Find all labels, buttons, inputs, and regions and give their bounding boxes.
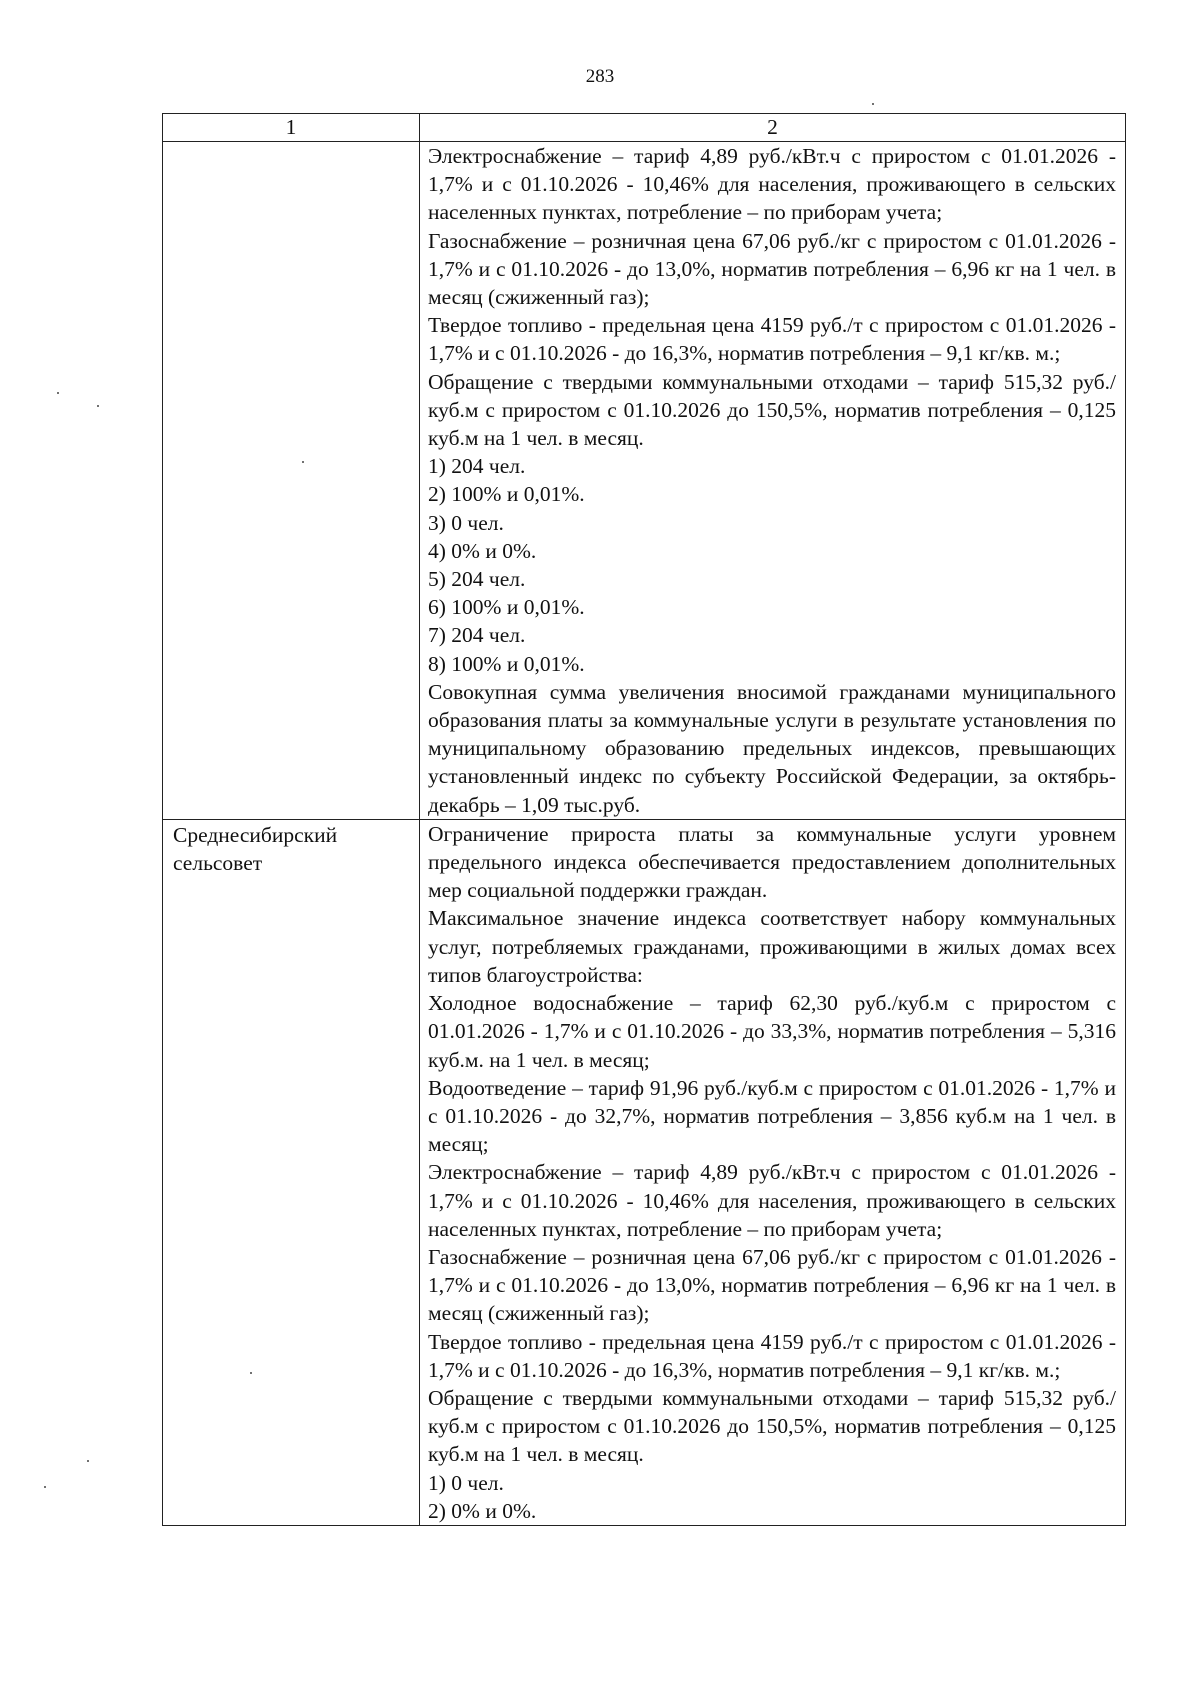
table-header-row — [163, 114, 1126, 142]
tariff-paragraph: Твердое топливо - предельная цена 4159 руб./т с приростом с 01.01.2026 - 1,7% и с 01.10.2026 - до 16,3%, норматив потребления – 9,1 кг/кв. м.; — [428, 1329, 1116, 1382]
scan-speck — [97, 405, 99, 407]
scan-speck — [872, 103, 874, 105]
tariff-paragraph: Водоотведение – тариф 91,96 руб./куб.м с приростом с 01.01.2026 - 1,7% и с 01.10.2026 - до 32,7%, норматив потребления – 3,856 куб.м на 1 чел. в месяц; — [428, 1075, 1116, 1157]
scan-speck — [250, 1372, 252, 1374]
list-item: 1) 204 чел. — [428, 454, 526, 479]
tariff-paragraph: Газоснабжение – розничная цена 67,06 руб./кг с приростом с 01.01.2026 - 1,7% и с 01.10.2026 - до 13,0%, норматив потребления – 6,96 кг на 1 чел. в месяц (сжиженный газ); — [428, 228, 1116, 310]
total-increase-paragraph: Совокупная сумма увеличения вносимой гражданами муниципального образования платы за коммунальные услуги в результате установления по муниципальному образованию предельных индексов, превышающих установленный индекс по субъекту Российской Федерации, за октябрь-декабрь – 1,09 тыс.руб. — [428, 679, 1116, 817]
scan-speck — [87, 1460, 89, 1462]
tariff-description-cell — [420, 142, 1126, 820]
tariff-paragraph: Газоснабжение – розничная цена 67,06 руб./кг с приростом с 01.01.2026 - 1,7% и с 01.10.2026 - до 13,0%, норматив потребления – 6,96 кг на 1 чел. в месяц (сжиженный газ); — [428, 1244, 1116, 1326]
table-row — [163, 819, 1126, 1525]
list-item: 6) 100% и 0,01%. — [428, 595, 585, 620]
tariff-paragraph: Обращение с твердыми коммунальными отходами – тариф 515,32 руб./куб.м с приростом с 01.10.2026 до 150,5%, норматив потребления – 0,125 куб.м на 1 чел. в месяц. — [428, 1385, 1116, 1467]
scan-speck — [57, 392, 59, 394]
tariff-paragraph: Холодное водоснабжение – тариф 62,30 руб./куб.м с приростом с 01.01.2026 - 1,7% и с 01.10.2026 - до 33,3%, норматив потребления – 5,316 куб.м. на 1 чел. в месяц; — [428, 991, 1116, 1072]
tariff-paragraph: Максимальное значение индекса соответствует набору коммунальных услуг, потребляемых гражданами, проживающими в жилых домах всех типов благоустройства: — [428, 906, 1116, 987]
list-item: 2) 0% и 0%. — [428, 1498, 537, 1523]
list-item: 2) 100% и 0,01%. — [428, 482, 585, 507]
tariff-paragraph: Электроснабжение – тариф 4,89 руб./кВт.ч с приростом с 01.01.2026 - 1,7% и с 01.10.2026 - 10,46% для населения, проживающего в сельских населенных пунктах, потребление – по приборам учета; — [428, 144, 1116, 225]
scan-speck — [44, 1486, 46, 1488]
scan-speck — [302, 461, 304, 463]
list-item: 8) 100% и 0,01%. — [428, 651, 585, 676]
tariff-table — [162, 113, 1126, 1526]
table-row — [163, 142, 1126, 820]
list-item: 7) 204 чел. — [428, 623, 526, 648]
list-item: 1) 0 чел. — [428, 1470, 504, 1495]
municipality-name-cell: Среднесибирский сельсовет — [163, 819, 420, 1525]
tariff-paragraph: Ограничение прироста платы за коммунальные услуги уровнем предельного индекса обеспечивается предоставлением дополнительных мер социальной поддержки граждан. — [428, 821, 1116, 903]
municipality-name-cell — [163, 142, 420, 820]
tariff-description-cell — [420, 819, 1126, 1525]
tariff-paragraph: Твердое топливо - предельная цена 4159 руб./т с приростом с 01.01.2026 - 1,7% и с 01.10.2026 - до 16,3%, норматив потребления – 9,1 кг/кв. м.; — [428, 313, 1116, 366]
list-item: 4) 0% и 0%. — [428, 538, 537, 563]
tariff-paragraph: Обращение с твердыми коммунальными отходами – тариф 515,32 руб./куб.м с приростом с 01.10.2026 до 150,5%, норматив потребления – 0,125 куб.м на 1 чел. в месяц. — [428, 369, 1116, 451]
list-item: 5) 204 чел. — [428, 567, 526, 592]
page-number: 283 — [585, 66, 615, 87]
column-header-1: 1 — [163, 114, 420, 142]
tariff-paragraph: Электроснабжение – тариф 4,89 руб./кВт.ч с приростом с 01.01.2026 - 1,7% и с 01.10.2026 - 10,46% для населения, проживающего в сельских населенных пунктах, потребление – по приборам учета; — [428, 1160, 1116, 1241]
list-item: 3) 0 чел. — [428, 510, 504, 535]
column-header-2: 2 — [420, 114, 1126, 142]
